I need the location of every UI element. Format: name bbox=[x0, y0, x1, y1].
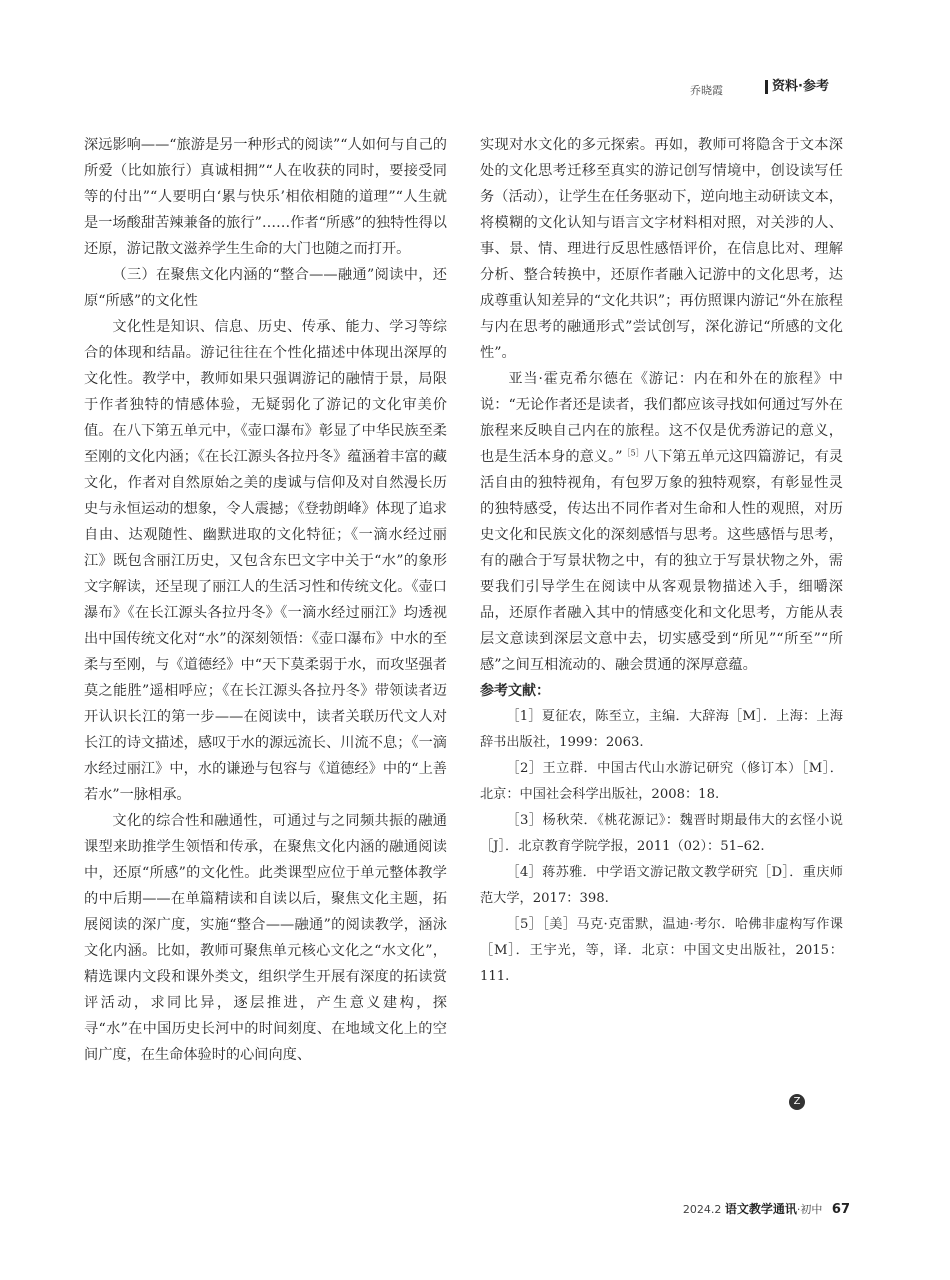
footer bbox=[650, 1200, 850, 1217]
quote-text: 亚当·霍克希尔德在《游记：内在和外在的旅程》中说：“无论作者还是读者，我们都应该寻找如何通过写外在旅程来反映自己内在的旅程。这不仅是优秀游记的意义，也是生活本身的意义。” bbox=[480, 371, 843, 465]
running-head-author: 乔晓霞 bbox=[690, 84, 723, 97]
paragraph-integration: 文化的综合性和融通性，可通过与之同频共振的融通课型来助推学生领悟和传承，在聚焦文化内涵的融通阅读中，还原“所感”的文化性。此类课型应位于单元整体教学的中后期——在单篇精读和自读以后，聚焦文化主题，拓展阅读的深广度，实施“整合——融通”的阅读教学，涵泳文化内涵。比如，教师可聚焦单元核心文化之“水文化”，精选课内文段和课外类文，组织学生开展有深度的拓读赏评活动，求同比异，逐层推进，产生意义建构，探寻“水”在中国历史长河中的时间刻度、在地域文化上的空间广度，在生命体验时的心间向度、 bbox=[84, 813, 447, 1063]
paragraph-continued-right: 实现对水文化的多元探索。再如，教师可将隐含于文本深处的文化思考迁移至真实的游记创写情境中，创设读写任务（活动），让学生在任务驱动下，逆向地主动研读文本，将模糊的文化认知与语言文字材料相对照，对关涉的人、事、景、情、理进行反思性感悟评价，在信息比对、理解分析、整合转换中，还原作者融入记游中的文化思考，达成尊重认知差异的“文化共识”；再仿照课内游记“外在旅程与内在思考的融通形式”尝试创写，深化游记“所感的文化性”。 bbox=[480, 137, 843, 361]
paragraph-quote bbox=[480, 366, 843, 678]
footer-issue: 2024.2 bbox=[682, 1203, 722, 1216]
running-head-section: 资料·参考 bbox=[765, 80, 829, 94]
reference-item: ［3］杨秋荣．《桃花源记》：魏晋时期最伟大的玄怪小说［J］．北京教育学院学报，2011（02）：51–62. bbox=[480, 813, 843, 854]
reference-item: ［1］夏征农，陈至立，主编．大辞海［M］．上海：上海辞书出版社，1999：2063. bbox=[480, 709, 843, 750]
paragraph-continued: 深远影响——“旅游是另一种形式的阅读”“人如何与自己的所爱（比如旅行）真诚相拥”“人在收获的同时，要接受同等的付出”“人要明白‘累与快乐’相依相随的道理”“人生就是一场酸甜苦辣兼备的旅行”……作者“所感”的独特性得以还原，游记散文滋养学生生命的大门也随之而打开。 bbox=[84, 137, 447, 257]
quote-continuation: 八下第五单元这四篇游记，有灵活自由的独特视角，有包罗万象的独特观察，有彰显性灵的独特感受，传达出不同作者对生命和人性的观照，对历史文化和民族文化的深刻感悟与思考。这些感悟与思考，有的融合于写景状物之中，有的独立于写景状物之外，需要我们引导学生在阅读中从客观景物描述入手，细嚼深品，还原作者融入其中的情感变化和文化思考，方能从表层文意读到深层文意中去，切实感受到“所见”“所至”“所感”之间互相流动的、融会贯通的深厚意蕴。 bbox=[480, 449, 844, 673]
subheading-three: （三）在聚焦文化内涵的“整合——融通”阅读中，还原“所感”的文化性 bbox=[84, 267, 447, 309]
end-mark-icon: Z bbox=[789, 1094, 805, 1110]
page-number: 67 bbox=[831, 1202, 850, 1217]
right-column bbox=[480, 132, 843, 990]
footer-edition: ·初中 bbox=[796, 1203, 823, 1216]
citation-5: ［5］ bbox=[622, 448, 644, 458]
reference-item: ［5］［美］马克·克雷默，温迪·考尔．哈佛非虚构写作课［M］．王宇光，等，译．北京：中国文史出版社，2015：111. bbox=[480, 917, 843, 984]
references-heading: 参考文献： bbox=[480, 683, 550, 699]
footer-journal: 语文教学通讯 bbox=[724, 1202, 797, 1216]
paragraph-culture: 文化性是知识、信息、历史、传承、能力、学习等综合的体现和结晶。游记往往在个性化描述中体现出深厚的文化性。教学中，教师如果只强调游记的融情于景，局限于作者独特的情感体验，无疑弱化了游记的文化审美价值。在八下第五单元中，《壶口瀑布》彰显了中华民族至柔至刚的文化内涵；《在长江源头各拉丹冬》蕴涵着丰富的藏文化，作者对自然原始之美的虔诚与信仰及对自然漫长历史与永恒运动的想象，令人震撼；《登勃朗峰》体现了追求自由、达观随性、幽默进取的文化特征；《一滴水经过丽江》既包含丽江历史，又包含东巴文字中关于“水”的象形文字解读，还呈现了丽江人的生活习性和传统文化。《壶口瀑布》《在长江源头各拉丹冬》《一滴水经过丽江》均透视出中国传统文化对“水”的深刻领悟：《壶口瀑布》中水的至柔与至刚，与《道德经》中“天下莫柔弱于水，而攻坚强者莫之能胜”遥相呼应；《在长江源头各拉丹冬》带领读者迈开认识长江的第一步——在阅读中，读者关联历代文人对长江的诗文描述，感叹于水的源远流长、川流不息；《一滴水经过丽江》中，水的谦逊与包容与《道德经》中的“上善若水”一脉相承。 bbox=[84, 319, 447, 803]
left-column bbox=[84, 132, 447, 1068]
reference-item: ［4］蒋苏雅．中学语文游记散文教学研究［D］．重庆师范大学，2017：398. bbox=[480, 865, 843, 906]
reference-item: ［2］王立群．中国古代山水游记研究（修订本）［M］．北京：中国社会科学出版社，2008：18. bbox=[480, 761, 843, 802]
